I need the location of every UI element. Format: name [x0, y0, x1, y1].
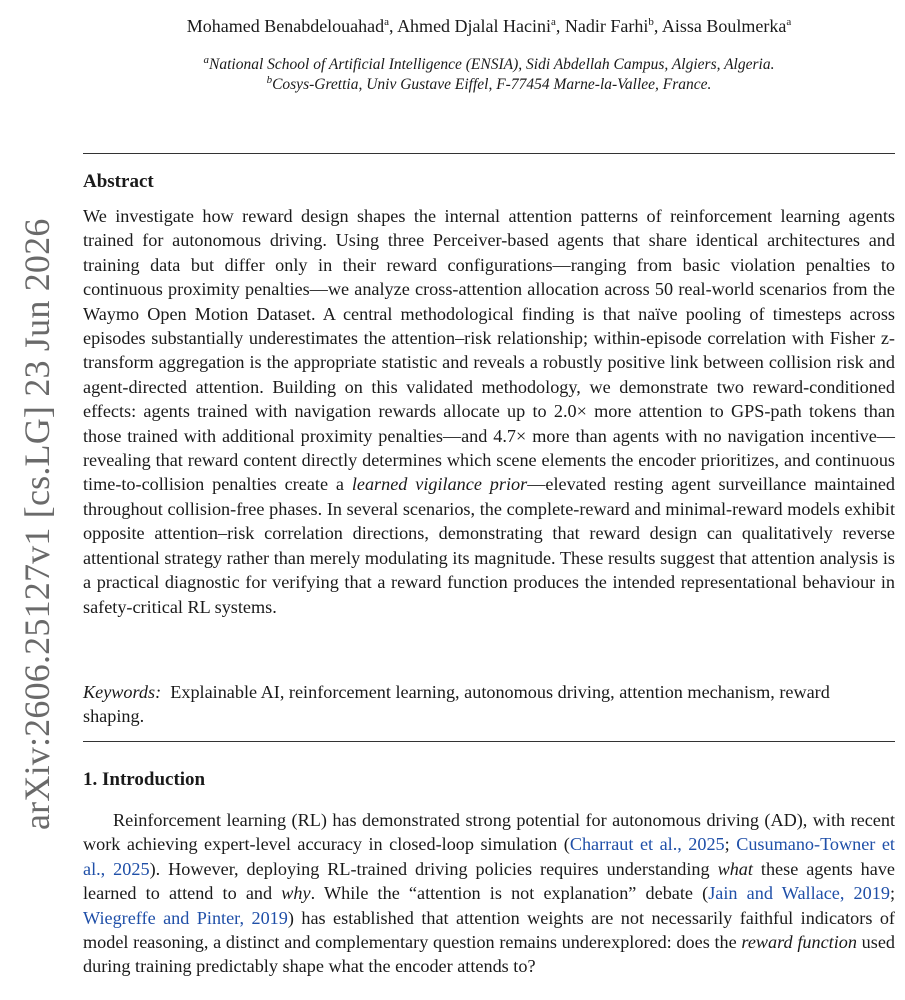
author-name: Nadir Farhi: [564, 16, 649, 36]
affiliation-text: National School of Artificial Intelligence (ENSIA), Sidi Abdellah Campus, Algiers, Algeria.: [209, 56, 775, 73]
citation-link[interactable]: Wiegreffe and Pinter, 2019: [83, 907, 288, 928]
abstract-text: We investigate how reward design shapes the internal attention patterns of reinforcement learning agents trained for autonomous driving. Using three Perceiver-based agents that share identical architectures and training data but differ only in their reward configurations—ranging from basic violation penalties to continuous proximity penalties—we analyze cross-attention allocation across 50 real-world scenarios from the Waymo Open Motion Dataset. A central methodological finding is that naïve pooling of timesteps across episodes substantially underestimates the attention–risk relationship; within-episode correlation with Fisher z-transform aggregation is the appropriate statistic and reveals a robustly positive link between collision risk and agent-directed attention. Building on this validated methodology, we demonstrate two reward-conditioned effects: agents trained with navigation rewards allocate up to 2.0× more attention to GPS-path tokens than those trained with additional proximity penalties—and 4.7× more than agents with no navigation incentive—revealing that reward content directly determines which scene elements the encoder prioritizes, and continuous time-to-collision penalties create a: [83, 206, 895, 495]
intro-text: ;: [889, 883, 895, 904]
intro-text: ). However, deploying RL-trained driving policies requires understanding: [149, 858, 718, 879]
abstract-text: —elevated resting agent surveillance maintained throughout collision-free phases. In several scenarios, the complete-reward and minimal-reward models exhibit opposite attention–risk correlation directions, demonstrating that reward design can qualitatively reverse attentional strategy rather than merely modulating its magnitude. These results suggest that attention analysis is a practical diagnostic for verifying that a reward function produces the intended representational behaviour in safety-critical RL systems.: [83, 474, 895, 617]
intro-emphasis: what: [717, 858, 753, 879]
intro-emphasis: reward function: [741, 932, 857, 953]
intro-text: Reinforcement learning (RL) has demonstrated strong potential for autonomous driving (AD), with recent work achieving expert-level accuracy in closed-loop simulation (: [83, 810, 895, 855]
author-name: Aissa Boulmerka: [661, 16, 787, 36]
intro-text: . While the “attention is not explanation” debate (: [310, 883, 709, 904]
intro-text: these agents have learned to attend to and: [83, 858, 895, 904]
affiliation-text: Cosys-Grettia, Univ Gustave Eiffel, F-77454 Marne-la-Vallee, France.: [272, 76, 712, 93]
intro-text: used during training predictably shape what the encoder attends to?: [83, 932, 895, 977]
keywords-label: Keywords:: [83, 682, 162, 702]
affiliation-b: [83, 75, 895, 95]
affiliation-mark: a: [203, 53, 210, 66]
introduction-heading: 1. Introduction: [83, 769, 206, 790]
keywords-text: Explainable AI, reinforcement learning, autonomous driving, attention mechanism, reward shaping.: [83, 682, 830, 727]
arxiv-identifier: arXiv:2606.25127v1 [cs.LG] 23 Jun 2026: [17, 218, 57, 830]
author-affiliation-mark: a: [786, 16, 792, 28]
citation-link[interactable]: Charraut et al., 2025: [569, 834, 725, 855]
intro-text: ) has established that attention weights are not necessarily faithful indicators of model reasoning, a distinct and complementary question remains underexplored: does the: [83, 907, 895, 953]
abstract-body: [83, 204, 895, 619]
author-list: Mohamed Benabdelouahad$^a$, Ahmed Djalal Hacini$^a$, Nadir Farhi$^b$, Aissa Boulmerka$^a$: [186, 16, 792, 36]
author-affiliation-mark: a: [551, 16, 556, 28]
intro-text: ;: [724, 834, 737, 855]
author-affiliation-mark: b: [648, 16, 654, 28]
author-name: Mohamed Benabdelouahad: [186, 16, 385, 36]
abstract-heading: Abstract: [83, 171, 154, 192]
affiliation-mark: b: [266, 73, 273, 86]
abstract-emphasis: learned vigilance prior: [351, 474, 528, 495]
bottom-rule: [83, 741, 895, 742]
intro-emphasis: why: [281, 883, 311, 904]
citation-link[interactable]: Jain and Wallace, 2019: [708, 883, 890, 904]
author-name: Ahmed Djalal Hacini: [397, 16, 552, 36]
top-rule: [83, 153, 895, 154]
keywords: [83, 680, 895, 729]
introduction-body: [83, 808, 895, 979]
author-affiliation-mark: a: [384, 16, 390, 28]
affiliation-a: [83, 55, 895, 75]
citation-link[interactable]: Cusumano-Towner et al., 2025: [83, 834, 895, 879]
